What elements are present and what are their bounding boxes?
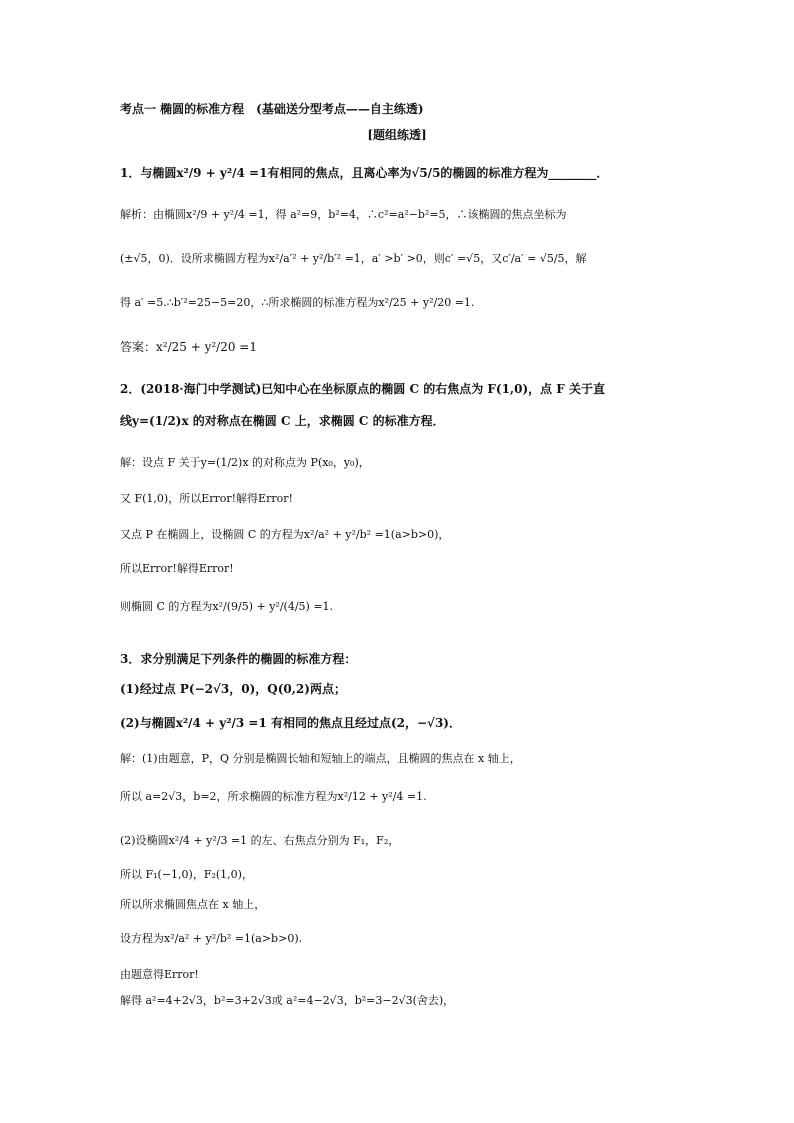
q3-part-2: (2)与椭圆x²/4 + y²/3 =1 有相同的焦点且经过点(2，−√3)．	[120, 716, 461, 730]
section-subheading: [题组练透]	[367, 128, 427, 142]
q2-solution-line-3: 又点 P 在椭圆上，设椭圆 C 的方程为x²/a² + y²/b² =1(a>b>0)，	[120, 528, 450, 541]
section-heading: 考点一 椭圆的标准方程 (基础送分型考点——自主练透)	[120, 102, 424, 116]
q3-solution-line-1: 解：(1)由题意，P，Q 分别是椭圆长轴和短轴上的端点，且椭圆的焦点在 x 轴上，	[120, 752, 521, 765]
q1-analysis-line-1: 解析：由椭圆x²/9 + y²/4 =1，得 a²=9，b²=4，∴c²=a²−b²=5，∴该椭圆的焦点坐标为	[120, 208, 567, 221]
question-2-line-2: 线y=(1/2)x 的对称点在椭圆 C 上，求椭圆 C 的标准方程．	[120, 414, 445, 428]
q3-solution-line-5: 所以所求椭圆焦点在 x 轴上，	[120, 898, 266, 911]
question-1: 1．与椭圆x²/9 + y²/4 =1有相同的焦点，且离心率为√5/5的椭圆的标准方程为________．	[120, 166, 609, 180]
q3-solution-line-7: 由题意得Error!	[120, 968, 199, 981]
q3-solution-line-4: 所以 F₁(−1,0)，F₂(1,0)，	[120, 868, 253, 881]
q1-analysis-line-2: (±√5，0)．设所求椭圆方程为x²/a′² + y²/b′² =1，a′ >b′ >0，则c′ =√5，又c′/a′ = √5/5，解	[120, 252, 587, 265]
question-3: 3．求分别满足下列条件的椭圆的标准方程：	[120, 652, 357, 666]
q3-solution-line-8: 解得 a²=4+2√3，b²=3+2√3或 a²=4−2√3，b²=3−2√3(舍去)，	[120, 994, 455, 1007]
q3-solution-line-2: 所以 a=2√3，b=2，所求椭圆的标准方程为x²/12 + y²/4 =1.	[120, 790, 427, 803]
q1-analysis-line-3: 得 a′ =5.∴b′²=25−5=20，∴所求椭圆的标准方程为x²/25 + y²/20 =1.	[120, 296, 475, 309]
q1-answer: 答案：x²/25 + y²/20 =1	[120, 340, 257, 354]
q3-solution-line-3: (2)设椭圆x²/4 + y²/3 =1 的左、右焦点分别为 F₁，F₂，	[120, 834, 400, 847]
question-2-line-1: 2．(2018·海门中学测试)已知中心在坐标原点的椭圆 C 的右焦点为 F(1,0)，点 F 关于直	[120, 382, 605, 396]
q2-solution-line-1: 解：设点 F 关于y=(1/2)x 的对称点为 P(x₀，y₀)，	[120, 456, 370, 469]
q3-solution-line-6: 设方程为x²/a² + y²/b² =1(a>b>0).	[120, 932, 303, 945]
q2-solution-line-4: 所以Error!解得Error!	[120, 562, 234, 575]
q2-solution-line-5: 则椭圆 C 的方程为x²/(9/5) + y²/(4/5) =1.	[120, 600, 334, 613]
q2-solution-line-2: 又 F(1,0)，所以Error!解得Error!	[120, 492, 293, 505]
q3-part-1: (1)经过点 P(−2√3，0)，Q(0,2)两点；	[120, 682, 346, 696]
